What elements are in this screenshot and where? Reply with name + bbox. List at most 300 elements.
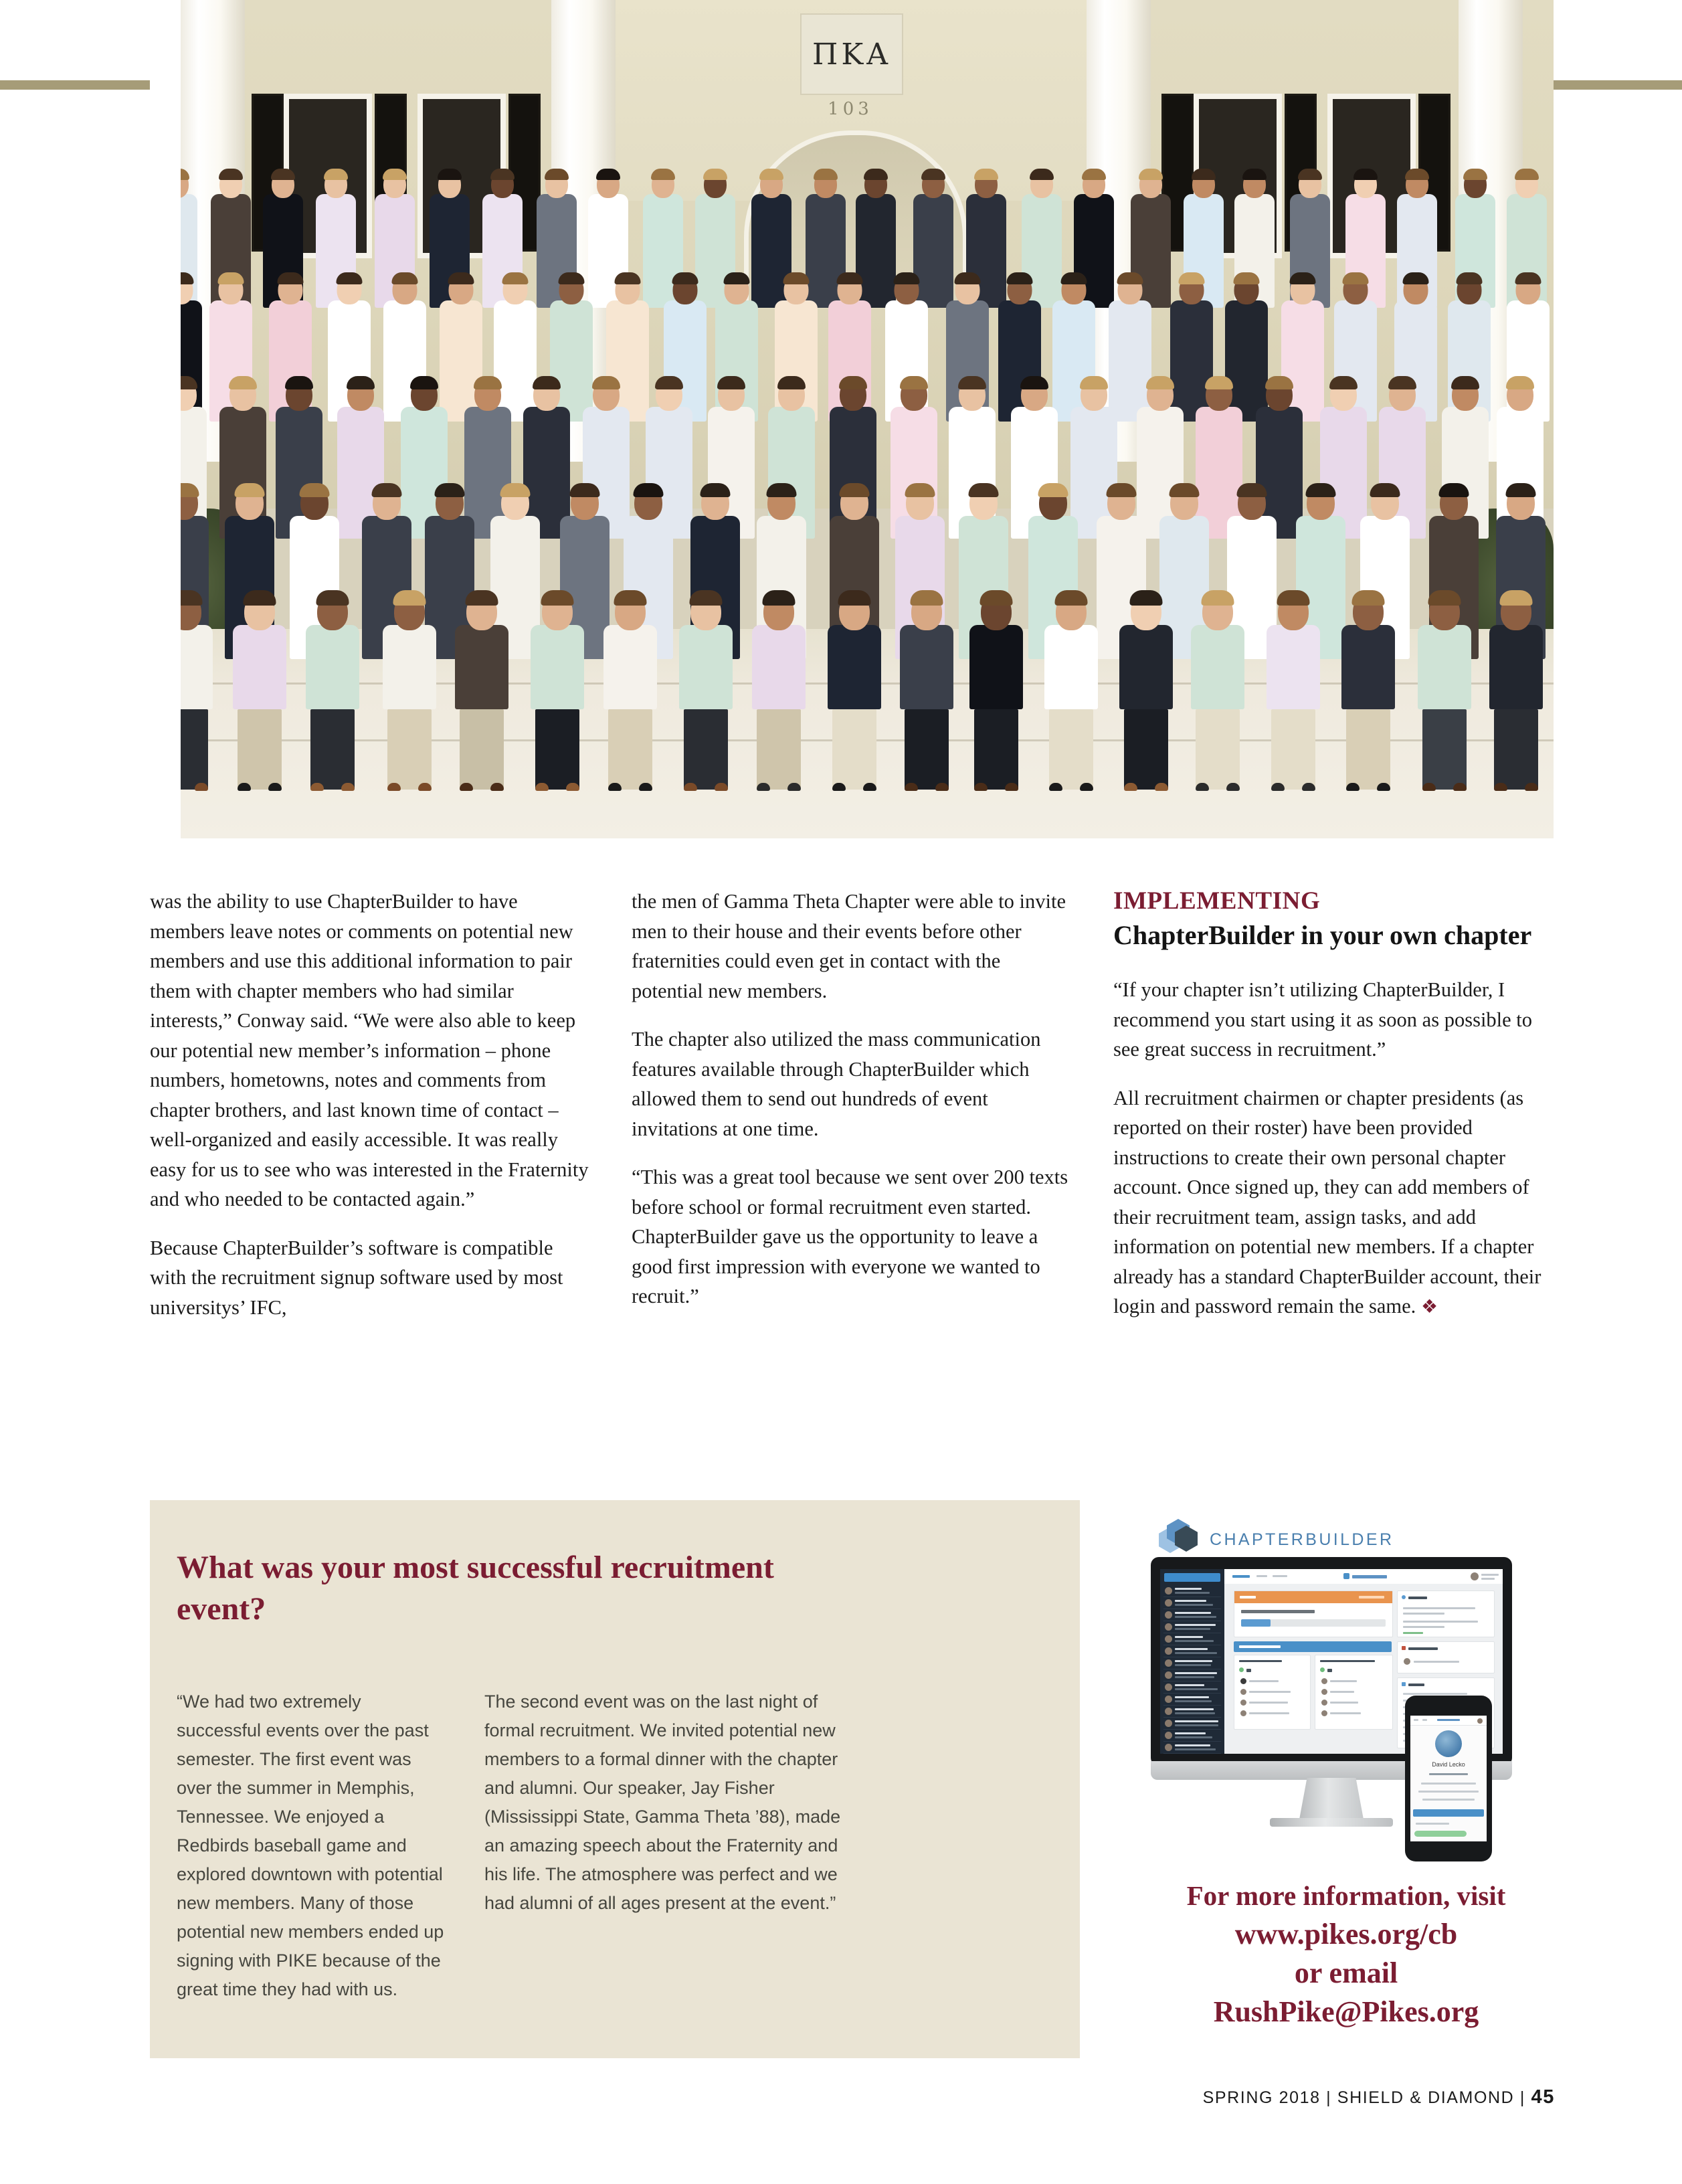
callout-heading: What was your most successful recruitment event? bbox=[177, 1550, 774, 1627]
person-torso bbox=[603, 625, 657, 709]
phone-topbar bbox=[1410, 1716, 1487, 1726]
avatar bbox=[1321, 1678, 1327, 1684]
person-torso bbox=[679, 625, 733, 709]
person-torso bbox=[233, 625, 286, 709]
avatar bbox=[1321, 1700, 1327, 1706]
person-shoe bbox=[195, 783, 208, 791]
person-shoe bbox=[608, 783, 622, 791]
person-shoe bbox=[1155, 783, 1168, 791]
person-hair bbox=[533, 376, 561, 389]
end-of-article-fleuron-icon: ❖ bbox=[1420, 1297, 1438, 1317]
dashboard-sidebar-row[interactable] bbox=[1163, 1597, 1221, 1609]
person-hair bbox=[1192, 169, 1216, 180]
person-hair bbox=[502, 272, 529, 284]
insight-person[interactable] bbox=[1330, 1691, 1354, 1693]
person-hair bbox=[651, 169, 675, 180]
dashboard-brand-icon bbox=[1343, 1573, 1349, 1579]
monitor-base bbox=[1270, 1818, 1393, 1827]
article-column-3 bbox=[1113, 887, 1555, 1322]
avatar bbox=[1165, 1611, 1172, 1619]
person-legs bbox=[1196, 709, 1240, 790]
person-hair bbox=[1117, 272, 1143, 284]
dashboard-sidebar-row[interactable] bbox=[1163, 1657, 1221, 1669]
sidebar-row-meta bbox=[1175, 1676, 1214, 1678]
person-hair bbox=[1061, 272, 1087, 284]
tag-pill[interactable] bbox=[1414, 1831, 1467, 1837]
person-hair bbox=[559, 272, 585, 284]
house-number-text: 103 bbox=[828, 99, 873, 119]
needs-contact-card bbox=[1397, 1641, 1495, 1673]
person-torso bbox=[531, 625, 584, 709]
chapterbuilder-wordmark: CHAPTERBUILDER bbox=[1210, 1530, 1394, 1549]
person-hair bbox=[1146, 376, 1174, 389]
dashboard-user-name bbox=[1481, 1574, 1499, 1576]
person-hair bbox=[1139, 169, 1163, 180]
person-legs bbox=[905, 709, 949, 790]
person-hair bbox=[700, 483, 731, 497]
search-icon[interactable] bbox=[1422, 1719, 1427, 1721]
new-goal-button[interactable] bbox=[1359, 1596, 1384, 1599]
avatar bbox=[1404, 1658, 1410, 1665]
person-hair bbox=[278, 272, 304, 284]
person-hair bbox=[672, 272, 698, 284]
person-shoe bbox=[905, 783, 918, 791]
task-item-meta bbox=[1403, 1626, 1444, 1628]
person-hair bbox=[1515, 272, 1541, 284]
my-tasks-title bbox=[1408, 1597, 1427, 1599]
sidebar-row-name bbox=[1175, 1660, 1212, 1662]
sidebar-row-name bbox=[1175, 1636, 1203, 1638]
sidebar-row-name bbox=[1175, 1732, 1206, 1734]
person-torso bbox=[306, 625, 359, 709]
person-torso bbox=[1119, 625, 1173, 709]
person-shoe bbox=[1196, 783, 1209, 791]
person-hair bbox=[759, 169, 783, 180]
person-shoe bbox=[974, 783, 988, 791]
new-task-button[interactable] bbox=[1403, 1632, 1423, 1634]
avatar bbox=[1165, 1732, 1172, 1739]
person-hair bbox=[1265, 376, 1293, 389]
dashboard-sidebar-row[interactable] bbox=[1163, 1742, 1221, 1754]
person-torso bbox=[900, 625, 953, 709]
insight-person[interactable] bbox=[1249, 1702, 1288, 1704]
sidebar-row-meta bbox=[1175, 1640, 1214, 1642]
paragraph: was the ability to use ChapterBuilder to have members leave notes or comments on potential new members and use this additional information to pair them with chapter members who had similar interests,” Conway said. “We were also able to keep our potential new member’s information – phone numbers, hometowns, notes and comments from chapter brothers, and last known time of contact – well-organized and easily accessible. It was really easy for us to see who was interested in the Fraternity and who needed to be contacted again.” bbox=[150, 890, 589, 1210]
person-hair bbox=[1007, 272, 1033, 284]
person-torso bbox=[1341, 625, 1395, 709]
person-legs bbox=[1422, 709, 1467, 790]
dashboard-sidebar-row[interactable] bbox=[1163, 1694, 1221, 1706]
person-hair bbox=[218, 272, 244, 284]
person-torso bbox=[1418, 625, 1471, 709]
group-photo-person bbox=[1488, 589, 1544, 790]
person-hair bbox=[435, 483, 465, 497]
sidebar-row-name bbox=[1175, 1648, 1208, 1650]
person-legs bbox=[1494, 709, 1538, 790]
person-hair bbox=[545, 169, 569, 180]
avatar bbox=[1240, 1710, 1246, 1716]
person-hair bbox=[894, 272, 920, 284]
sidebar-row-meta bbox=[1175, 1736, 1212, 1738]
sidebar-row-name bbox=[1175, 1600, 1206, 1602]
person-hair bbox=[324, 169, 348, 180]
person-hair bbox=[955, 272, 981, 284]
insight-count bbox=[1246, 1669, 1251, 1672]
person-hair bbox=[905, 483, 935, 497]
person-hair bbox=[285, 376, 313, 389]
group-photo-person bbox=[231, 589, 288, 790]
person-hair bbox=[703, 169, 727, 180]
person-shoe bbox=[639, 783, 652, 791]
dashboard-tabs bbox=[1224, 1569, 1503, 1584]
person-hair bbox=[1298, 169, 1322, 180]
avatar bbox=[1165, 1587, 1172, 1595]
sidebar-row-name bbox=[1175, 1684, 1204, 1686]
person-legs bbox=[310, 709, 355, 790]
person-legs bbox=[1271, 709, 1315, 790]
sidebar-row-name bbox=[1175, 1612, 1211, 1614]
dashboard-sidebar-row[interactable] bbox=[1163, 1730, 1221, 1742]
footer-issue: SPRING 2018 | SHIELD & DIAMOND bbox=[1202, 2088, 1515, 2107]
page-footer bbox=[0, 2086, 1555, 2108]
person-shoe bbox=[238, 783, 251, 791]
dashboard-search-input[interactable] bbox=[1164, 1573, 1220, 1582]
tab-insights[interactable] bbox=[1232, 1575, 1250, 1578]
group-photo-person bbox=[529, 589, 585, 790]
person-hair bbox=[1055, 590, 1088, 606]
dashboard-brand-wordmark bbox=[1352, 1575, 1387, 1578]
person-hair bbox=[474, 376, 502, 389]
person-shoe bbox=[387, 783, 401, 791]
person-hair bbox=[448, 272, 474, 284]
dashboard-sidebar-row[interactable] bbox=[1163, 1609, 1221, 1621]
person-hair bbox=[1242, 169, 1267, 180]
profile-row bbox=[1421, 1783, 1476, 1785]
paragraph: The chapter also utilized the mass communication features available through ChapterBuilder which allowed them to send out hundreds of event invitations at one time. bbox=[632, 1028, 1041, 1140]
needs-contact-person[interactable] bbox=[1414, 1661, 1459, 1663]
footer-page-number: 45 bbox=[1531, 2086, 1555, 2108]
person-hair bbox=[1234, 272, 1260, 284]
person-shoe bbox=[268, 783, 282, 791]
goal-label bbox=[1241, 1610, 1315, 1613]
avatar bbox=[1165, 1623, 1172, 1631]
sidebar-row-meta bbox=[1175, 1724, 1218, 1726]
group-photo-person bbox=[602, 589, 658, 790]
phone-action-bar[interactable] bbox=[1413, 1809, 1484, 1817]
task-item[interactable] bbox=[1403, 1621, 1478, 1623]
person-legs bbox=[1124, 709, 1168, 790]
avatar bbox=[1165, 1599, 1172, 1607]
avatar bbox=[1165, 1659, 1172, 1667]
sidebar-row-meta bbox=[1175, 1748, 1216, 1750]
person-torso bbox=[969, 625, 1023, 709]
person-hair bbox=[1205, 376, 1233, 389]
group-photo-person bbox=[381, 589, 438, 790]
person-hair bbox=[1500, 590, 1533, 606]
person-hair bbox=[1080, 376, 1108, 389]
person-shoe bbox=[1049, 783, 1062, 791]
count-icon bbox=[1320, 1667, 1325, 1672]
phone-screen bbox=[1410, 1716, 1487, 1841]
person-hair bbox=[570, 483, 600, 497]
cta-email-link[interactable]: RushPike@Pikes.org bbox=[1213, 1995, 1479, 2028]
insight-person[interactable] bbox=[1330, 1702, 1358, 1704]
paragraph: Because ChapterBuilder’s software is compatible with the recruitment signup software used by most universitys’ IFC, bbox=[150, 1236, 563, 1319]
person-legs bbox=[974, 709, 1018, 790]
group-photo-person bbox=[1340, 589, 1396, 790]
person-hair bbox=[410, 376, 438, 389]
avatar bbox=[1165, 1708, 1172, 1715]
person-shoe bbox=[535, 783, 549, 791]
person-legs bbox=[684, 709, 728, 790]
person-legs bbox=[460, 709, 504, 790]
footer-separator: | bbox=[1519, 2088, 1525, 2107]
person-hair bbox=[1353, 169, 1378, 180]
person-hair bbox=[235, 483, 265, 497]
person-hair bbox=[1277, 590, 1310, 606]
person-shoe bbox=[460, 783, 473, 791]
person-hair bbox=[316, 590, 349, 606]
person-shoe bbox=[490, 783, 504, 791]
person-shoe bbox=[418, 783, 432, 791]
person-hair bbox=[392, 272, 418, 284]
person-hair bbox=[500, 483, 531, 497]
person-torso bbox=[1191, 625, 1244, 709]
avatar bbox=[1321, 1689, 1327, 1695]
person-hair bbox=[393, 590, 426, 606]
person-torso bbox=[1489, 625, 1543, 709]
sidebar-row-meta bbox=[1175, 1664, 1211, 1666]
insights-card-header bbox=[1234, 1641, 1392, 1652]
chapterbuilder-logo bbox=[1159, 1519, 1394, 1560]
person-shoe bbox=[1226, 783, 1240, 791]
person-shoe bbox=[1005, 783, 1018, 791]
person-hair bbox=[1179, 272, 1205, 284]
avatar bbox=[1165, 1744, 1172, 1751]
sidebar-row-name bbox=[1175, 1720, 1218, 1722]
group-photo-person bbox=[899, 589, 955, 790]
tag-label bbox=[1416, 1823, 1449, 1825]
person-hair bbox=[1329, 376, 1358, 389]
person-shoe bbox=[787, 783, 801, 791]
dashboard-sidebar-row[interactable] bbox=[1163, 1669, 1221, 1681]
person-hair bbox=[1082, 169, 1106, 180]
person-shoe bbox=[1377, 783, 1390, 791]
person-hair bbox=[438, 169, 462, 180]
person-hair bbox=[1506, 483, 1536, 497]
person-hair bbox=[767, 483, 797, 497]
insight-person[interactable] bbox=[1330, 1712, 1361, 1714]
person-hair bbox=[1405, 169, 1429, 180]
profile-row bbox=[1418, 1791, 1479, 1793]
hamburger-menu-icon[interactable] bbox=[1414, 1719, 1418, 1721]
person-hair bbox=[724, 272, 750, 284]
person-hair bbox=[783, 272, 810, 284]
person-hair bbox=[969, 483, 999, 497]
dashboard-sidebar-row[interactable] bbox=[1163, 1633, 1221, 1645]
group-photo-person bbox=[1265, 589, 1321, 790]
person-hair bbox=[777, 376, 806, 389]
person-hair bbox=[337, 272, 363, 284]
sidebar-row-meta bbox=[1175, 1700, 1212, 1702]
dashboard-sidebar bbox=[1160, 1569, 1224, 1754]
avatar bbox=[1165, 1696, 1172, 1703]
insight-person[interactable] bbox=[1330, 1680, 1357, 1682]
avatar[interactable] bbox=[1477, 1718, 1483, 1724]
person-hair bbox=[900, 376, 928, 389]
person-hair bbox=[974, 169, 998, 180]
goals-card-title bbox=[1240, 1596, 1256, 1599]
person-hair bbox=[615, 272, 641, 284]
person-hair bbox=[911, 590, 943, 606]
person-hair bbox=[690, 590, 723, 606]
insight-column-signed-bid bbox=[1234, 1655, 1311, 1730]
task-item[interactable] bbox=[1403, 1607, 1475, 1609]
person-hair bbox=[1403, 272, 1429, 284]
avatar bbox=[1165, 1683, 1172, 1691]
callout-paragraph: The second event was on the last night of formal recruitment. We invited potential new members to a formal dinner with the chapter and alumni. Our speaker, Jay Fisher (Mississippi State, Gamma Theta ’88), made an amazing speech about the Fraternity and his life. The atmosphere was perfect and we had alumni of all ages present at the event.” bbox=[484, 1692, 841, 1913]
task-item-meta bbox=[1403, 1613, 1444, 1615]
person-hair bbox=[839, 376, 867, 389]
paragraph-text: All recruitment chairmen or chapter presidents (as reported on their roster) have been provided instructions to create their own personal chapter account. Once signed up, they can add members of their recruitment team, assign tasks, and add information on potential new members. If a chapter already has a standard ChapterBuilder account, their login and password remain the same. bbox=[1113, 1086, 1541, 1317]
sidebar-row-name bbox=[1175, 1708, 1214, 1710]
person-legs bbox=[1049, 709, 1093, 790]
profile-status bbox=[1429, 1773, 1468, 1775]
insight-count bbox=[1327, 1669, 1332, 1672]
dashboard-sidebar-row[interactable] bbox=[1163, 1645, 1221, 1657]
person-hair bbox=[1343, 272, 1369, 284]
person-hair bbox=[1020, 376, 1048, 389]
person-hair bbox=[1170, 483, 1200, 497]
callout-column-2 bbox=[484, 1688, 859, 2004]
person-shoe bbox=[832, 783, 846, 791]
count-icon bbox=[1239, 1667, 1244, 1672]
person-shoe bbox=[863, 783, 876, 791]
avatar[interactable] bbox=[1471, 1572, 1479, 1580]
promo-cta bbox=[1137, 1876, 1555, 2031]
sidebar-row-name bbox=[1175, 1672, 1217, 1674]
smartphone-mockup bbox=[1405, 1696, 1492, 1861]
needs-contact-title bbox=[1408, 1647, 1438, 1650]
group-photo-person bbox=[826, 589, 882, 790]
person-hair bbox=[958, 376, 986, 389]
person-shoe bbox=[1494, 783, 1507, 791]
sidebar-row-meta bbox=[1175, 1592, 1210, 1594]
photo-left-edge bbox=[150, 0, 181, 838]
person-hair bbox=[490, 169, 515, 180]
callout-paragraph: “We had two extremely successful events over the past semester. The first event was over the summer in Memphis, Tennessee. We enjoyed a Redbirds baseball game and explored downtown with potential new members. Many of those potential new members ended up signing with PIKE because of the great time they had with us. bbox=[177, 1692, 444, 1999]
person-hair bbox=[717, 376, 745, 389]
avatar bbox=[1240, 1700, 1246, 1706]
person-hair bbox=[1030, 169, 1054, 180]
sidebar-row-meta bbox=[1175, 1616, 1216, 1618]
dashboard-sidebar-row[interactable] bbox=[1163, 1681, 1221, 1694]
dashboard-sidebar-row[interactable] bbox=[1163, 1718, 1221, 1730]
person-hair bbox=[763, 590, 796, 606]
person-shoe bbox=[1271, 783, 1285, 791]
group-photo-person bbox=[1043, 589, 1099, 790]
tasks-icon bbox=[1402, 1595, 1406, 1599]
person-hair bbox=[1451, 376, 1479, 389]
person-hair bbox=[614, 590, 647, 606]
person-hair bbox=[1388, 376, 1416, 389]
person-shoe bbox=[757, 783, 770, 791]
dashboard-sidebar-row[interactable] bbox=[1163, 1621, 1221, 1633]
person-hair bbox=[1506, 376, 1534, 389]
person-hair bbox=[271, 169, 295, 180]
sidebar-row-meta bbox=[1175, 1628, 1210, 1630]
person-hair bbox=[383, 169, 407, 180]
insights-card-title bbox=[1239, 1645, 1281, 1648]
person-hair bbox=[1439, 483, 1469, 497]
sidebar-row-meta bbox=[1175, 1652, 1217, 1654]
tab-new[interactable] bbox=[1256, 1575, 1267, 1577]
phone-brand-wordmark bbox=[1437, 1719, 1460, 1721]
chapterbuilder-promo bbox=[1137, 1500, 1555, 2058]
person-hair bbox=[1290, 272, 1316, 284]
profile-name: David Lecko bbox=[1432, 1761, 1465, 1768]
paragraph: “If your chapter isn’t utilizing ChapterBuilder, I recommend you start using it as soon as possible to see great success in recruitment.” bbox=[1113, 978, 1533, 1061]
section-deck-heading: ChapterBuilder in your own chapter bbox=[1113, 920, 1532, 950]
insight-person[interactable] bbox=[1249, 1691, 1291, 1693]
insight-column-label bbox=[1239, 1660, 1282, 1662]
person-hair bbox=[1202, 590, 1234, 606]
person-hair bbox=[838, 590, 871, 606]
avatar bbox=[1240, 1678, 1246, 1684]
person-shoe bbox=[1453, 783, 1467, 791]
totals-title bbox=[1408, 1683, 1424, 1686]
avatar bbox=[1240, 1689, 1246, 1695]
callout-column-1 bbox=[177, 1688, 444, 2004]
person-shoe bbox=[341, 783, 355, 791]
paragraph: the men of Gamma Theta Chapter were able to invite men to their house and their events before other fraternities could even get in contact with the potential new members. bbox=[632, 890, 1066, 1002]
person-hair bbox=[466, 590, 498, 606]
insight-person[interactable] bbox=[1249, 1680, 1279, 1682]
person-hair bbox=[814, 169, 838, 180]
callout-columns bbox=[177, 1688, 1053, 2004]
sidebar-row-name bbox=[1175, 1696, 1209, 1698]
dashboard-sidebar-row[interactable] bbox=[1163, 1585, 1221, 1597]
person-hair bbox=[655, 376, 683, 389]
dashboard-sidebar-row[interactable] bbox=[1163, 1706, 1221, 1718]
person-hair bbox=[372, 483, 402, 497]
group-photo-person bbox=[454, 589, 510, 790]
person-hair bbox=[1428, 590, 1461, 606]
monitor-stand bbox=[1299, 1778, 1364, 1819]
article-column-2 bbox=[632, 887, 1073, 1322]
dashboard-user-sub bbox=[1481, 1578, 1495, 1580]
sidebar-row-name bbox=[1175, 1624, 1216, 1626]
person-shoe bbox=[310, 783, 324, 791]
cta-line-3: or email bbox=[1294, 1956, 1398, 1989]
person-shoe bbox=[935, 783, 949, 791]
person-hair bbox=[837, 272, 863, 284]
article-body bbox=[150, 887, 1555, 1322]
person-hair bbox=[1038, 483, 1068, 497]
group-photo-row bbox=[150, 589, 1554, 790]
person-hair bbox=[840, 483, 870, 497]
person-torso bbox=[828, 625, 881, 709]
insight-person[interactable] bbox=[1249, 1712, 1289, 1714]
tab-tasks[interactable] bbox=[1273, 1575, 1287, 1577]
insight-column-holding-bid bbox=[1315, 1655, 1393, 1730]
person-shoe bbox=[715, 783, 728, 791]
goal-progress-fill bbox=[1241, 1619, 1271, 1627]
cta-website-link[interactable]: www.pikes.org/cb bbox=[1234, 1918, 1458, 1950]
person-hair bbox=[1306, 483, 1336, 497]
group-photo-person bbox=[751, 589, 807, 790]
avatar bbox=[1165, 1720, 1172, 1727]
